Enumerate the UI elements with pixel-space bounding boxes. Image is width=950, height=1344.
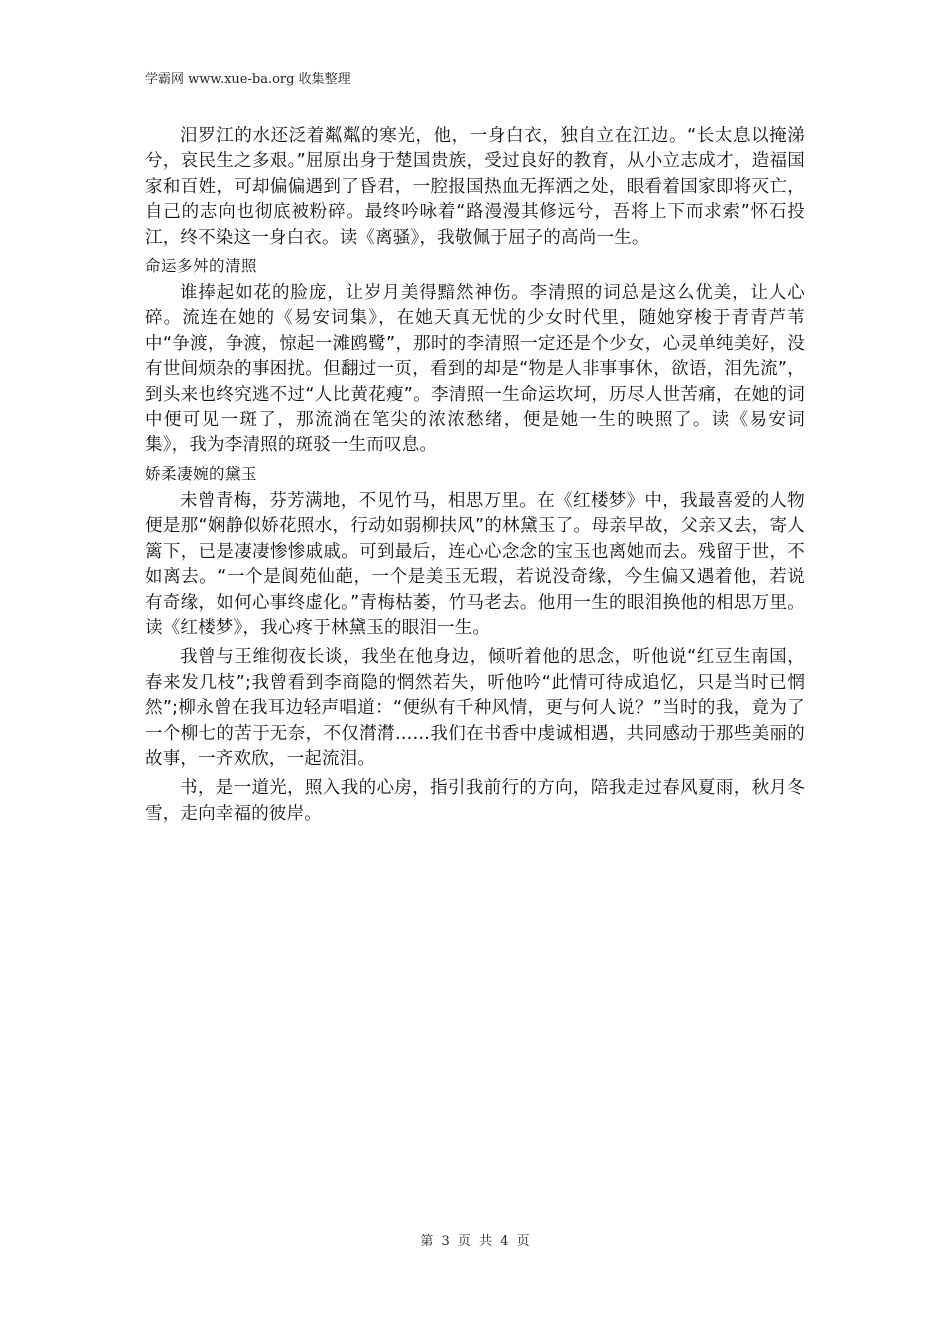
document-body	[145, 124, 805, 831]
paragraph-daiyu: 未曾青梅，芬芳满地，不见竹马，相思万里。在《红楼梦》中，我最喜爱的人物便是那“娴静似娇花照水，行动如弱柳扶风”的林黛玉了。母亲早故，父亲又去，寄人篱下，已是凄凄惨惨戚戚。可到最后，连心心念念的宝玉也离她而去。残留于世，不如离去。“一个是阆苑仙葩，一个是美玉无瑕，若说没奇缘，今生偏又遇着他，若说有奇缘，如何心事终虚化。”青梅枯萎，竹马老去。他用一生的眼泪换他的相思万里。读《红楼梦》，我心疼于林黛玉的眼泪一生。	[145, 490, 805, 638]
section-heading-daiyu: 娇柔凄婉的黛玉	[145, 464, 258, 483]
paragraph-quyuan: 汨罗江的水还泛着粼粼的寒光，他，一身白衣，独自立在江边。“长太息以掩涕兮，哀民生之多艰。”屈原出身于楚国贵族，受过良好的教育，从小立志成才，造福国家和百姓，可却偏偏遇到了昏君，一腔报国热血无挥洒之处，眼看着国家即将灭亡，自己的志向也彻底被粉碎。最终吟咏着“路漫漫其修远兮，吾将上下而求索”怀石投江，终不染这一身白衣。读《离骚》，我敬佩于屈子的高尚一生。	[145, 126, 805, 248]
paragraph-conclusion: 书，是一道光，照入我的心房，指引我前行的方向，陪我走过春风夏雨，秋月冬雪，走向幸福的彼岸。	[145, 778, 805, 824]
paragraph-poets: 我曾与王维彻夜长谈，我坐在他身边，倾听着他的思念，听他说“红豆生南国，春来发几枝”;我曾看到李商隐的惘然若失，听他吟“此情可待成追忆，只是当时已惘然”;柳永曾在我耳边轻声唱道：“便纵有千种风情，更与何人说？”当时的我，竟为了一个柳七的苦于无奈，不仅潸潸……我们在书香中虔诚相遇，共同感动于那些美丽的故事，一齐欢欣，一起流泪。	[145, 647, 805, 769]
page-header: 学霸网 www.xue-ba.org 收集整理	[145, 72, 351, 87]
section-heading-qingzhao: 命运多舛的清照	[145, 257, 258, 276]
paragraph-qingzhao: 谁捧起如花的脸庞，让岁月美得黯然神伤。李清照的词总是这么优美，让人心碎。流连在她的《易安词集》，在她天真无忧的少女时代里，随她穿梭于青青芦苇中“争渡，争渡，惊起一滩鸥鹭”，那时的李清照一定还是个少女，心灵单纯美好，没有世间烦杂的事困扰。但翻过一页，看到的却是“物是人非事事休，欲语，泪先流”，到头来也终究逃不过“人比黄花瘦”。李清照一生命运坎坷，历尽人世苦痛，在她的词中便可见一斑了，那流淌在笔尖的浓浓愁绪，便是她一生的映照了。读《易安词集》，我为李清照的斑驳一生而叹息。	[145, 283, 805, 456]
page-footer: 第 3 页 共 4 页	[420, 1234, 530, 1249]
